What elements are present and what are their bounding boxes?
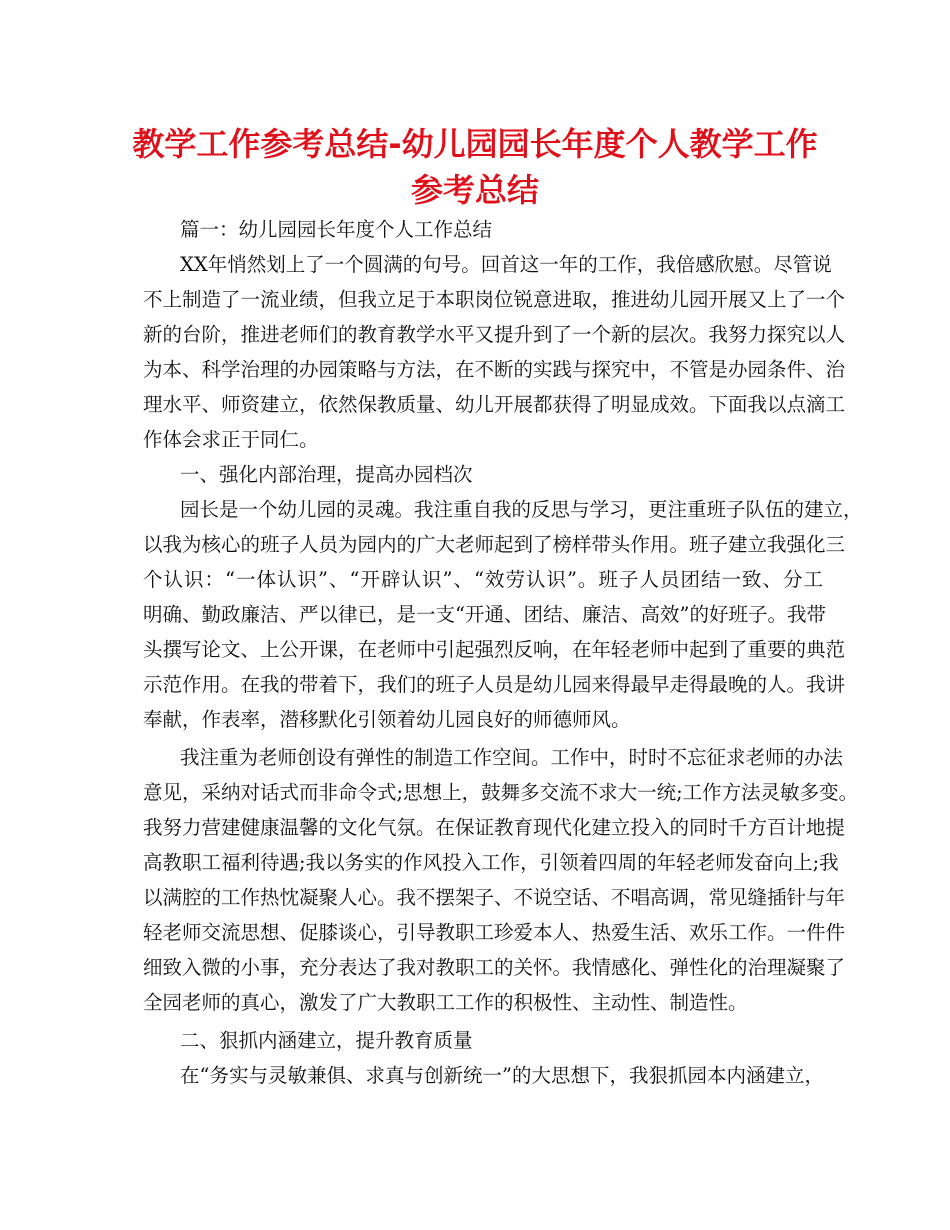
document-title-line-1: 教学工作参考总结-幼儿园园长年度个人教学工作 — [132, 125, 818, 163]
document-body — [143, 212, 863, 1093]
document-title-line-2: 参考总结 — [410, 171, 539, 209]
paragraph-line: 高教职工福利待遇;我以务实的作风投入工作，引领着四周的年轻老师发奋向上;我 — [143, 851, 839, 874]
paragraph-line: 明确、勤政廉洁、严以律已，是一支“开通、团结、廉洁、高效”的好班子。我带 — [143, 603, 826, 626]
paragraph-line: 个认识：“一体认识”、“开辟认识”、“效劳认识”。班子人员团结一致、分工 — [143, 568, 823, 591]
paragraph-line: 示范作用。在我的带着下，我们的班子人员是幼儿园来得最早走得最晚的人。我讲 — [143, 673, 846, 696]
section-heading: 二、狠抓内涵建立，提升教育质量 — [180, 1029, 473, 1052]
paragraph-line: 我注重为老师创设有弹性的制造工作空间。工作中，时时不忘征求老师的办法 — [180, 746, 844, 769]
paragraph-line: 轻老师交流思想、促膝谈心，引导教职工珍爱本人、热爱生活、欢乐工作。一件件 — [143, 921, 846, 944]
paragraph-line: 作体会求正于同仁。 — [143, 428, 319, 451]
section-heading: 篇一：幼儿园园长年度个人工作总结 — [180, 218, 493, 241]
paragraph-line: 全园老师的真心，激发了广大教职工工作的积极性、主动性、制造性。 — [143, 991, 748, 1014]
paragraph-line: 新的台阶，推进老师们的教育教学水平又提升到了一个新的层次。我努力探究以人 — [143, 323, 846, 346]
paragraph-line: 理水平、师资建立，依然保教质量、幼儿开展都获得了明显成效。下面我以点滴工 — [143, 393, 846, 416]
paragraph-line: 细致入微的小事，充分表达了我对教职工的关怀。我情感化、弹性化的治理凝聚了 — [143, 956, 846, 979]
paragraph-line: 以我为核心的班子人员为园内的广大老师起到了榜样带头作用。班子建立我强化三 — [143, 533, 846, 556]
paragraph-line: 以满腔的工作热忱凝聚人心。我不摆架子、不说空话、不唱高调，常见缝插针与年 — [143, 886, 846, 909]
paragraph-line: 我努力营建健康温馨的文化气氛。在保证教育现代化建立投入的同时千方百计地提 — [143, 816, 846, 839]
paragraph-line: 意见，采纳对话式而非命令式;思想上，鼓舞多交流不求大一统;工作方法灵敏多变。 — [143, 781, 859, 804]
paragraph-line: 奉献，作表率，潜移默化引领着幼儿园良好的师德师风。 — [143, 708, 631, 731]
paragraph-line: 头撰写论文、上公开课，在老师中引起强烈反响，在年轻老师中起到了重要的典范 — [143, 638, 846, 661]
paragraph-line: 不上制造了一流业绩，但我立足于本职岗位锐意进取，推进幼儿园开展又上了一个 — [143, 288, 846, 311]
section-heading: 一、强化内部治理，提高办园档次 — [180, 463, 473, 486]
paragraph-line: 园长是一个幼儿园的灵魂。我注重自我的反思与学习，更注重班子队伍的建立， — [180, 498, 863, 521]
paragraph-line: 在“务实与灵敏兼俱、求真与创新统一”的大思想下，我狠抓园本内涵建立， — [180, 1064, 824, 1087]
paragraph-line: XX年悄然划上了一个圆满的句号。回首这一年的工作，我倍感欣慰。尽管说 — [180, 253, 832, 276]
paragraph-line: 为本、科学治理的办园策略与方法，在不断的实践与探究中，不管是办园条件、治 — [143, 358, 846, 381]
